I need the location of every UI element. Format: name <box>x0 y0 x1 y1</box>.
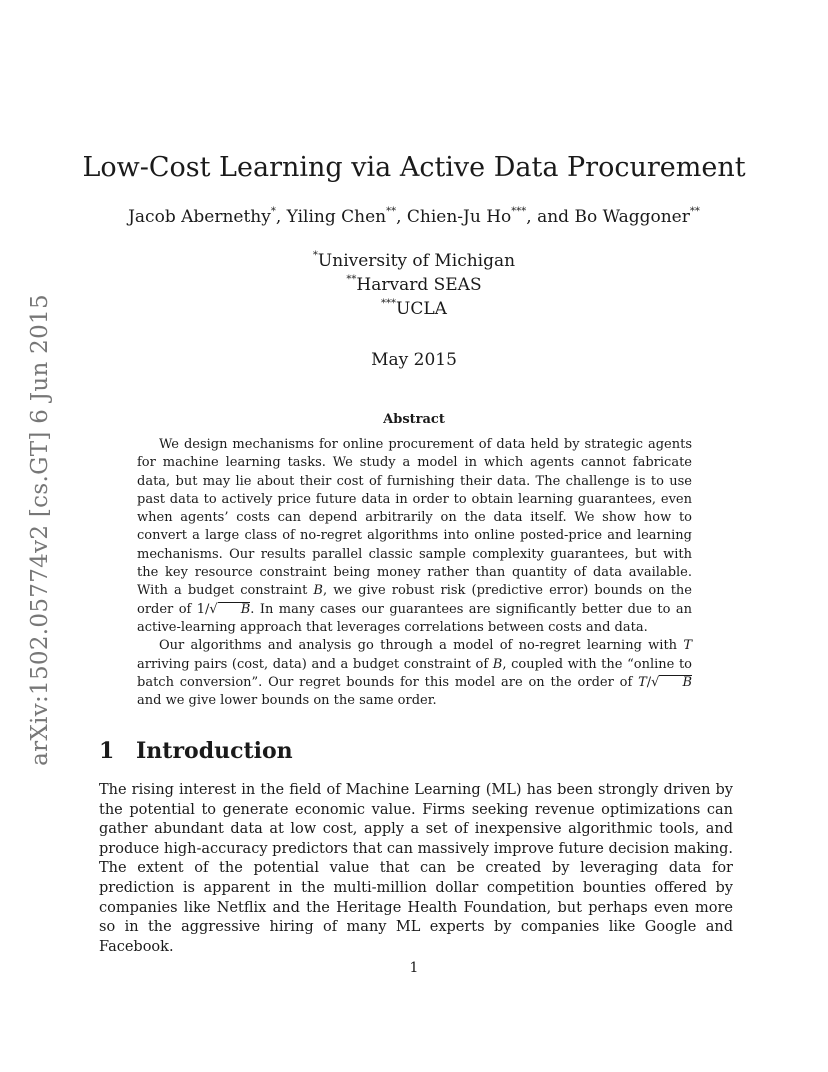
author-separator: , <box>396 207 407 227</box>
math-variable: B <box>659 675 692 689</box>
page-number: 1 <box>409 960 419 976</box>
affiliation <box>0 299 828 319</box>
affiliation-mark: *** <box>381 298 397 309</box>
affiliation <box>0 251 828 271</box>
section-number: 1 <box>99 738 115 764</box>
affiliation-name: University of Michigan <box>317 251 516 271</box>
abstract-paragraph <box>137 436 692 637</box>
abstract-text: arriving pairs (cost, data) and a budget constraint of <box>137 656 493 672</box>
math-variable: B <box>313 583 323 599</box>
intro-paragraph: The rising interest in the field of Machine Learning (ML) has been strongly driven by the potential to generate economic value. Firms seeking revenue optimizations can gather abundant data at low cost, apply a set of inexpensive algorithmic tools, and produce high-accuracy predictors that can massively improve future decision making. The extent of the potential value that can be created by leveraging data for prediction is apparent in the multi-million dollar competition bounties offered by companies like Netflix and the Heritage Health Foundation, but perhaps even more so in the aggressive hiring of many ML experts by companies like Google and Facebook. <box>99 782 733 955</box>
sqrt-symbol: √ <box>651 674 660 690</box>
affiliation-name: Harvard SEAS <box>356 275 482 295</box>
intro-body <box>99 781 733 957</box>
math-variable: T <box>683 638 692 654</box>
author-separator: , <box>275 207 287 227</box>
author-mark: ** <box>386 206 397 217</box>
author-name: Chien-Ju Ho <box>406 207 512 227</box>
math-variable: B <box>218 602 251 616</box>
author-name: Yiling Chen <box>286 207 387 227</box>
abstract-text: , we give robust risk (predictive error) bounds on the order of 1/ <box>137 583 692 617</box>
abstract-heading: Abstract <box>383 412 445 427</box>
abstract-text: Our algorithms and analysis go through a model of no-regret learning with <box>159 638 684 654</box>
math-variable: B <box>492 656 503 672</box>
affiliation-name: UCLA <box>396 299 447 319</box>
abstract-text: . In many cases our guarantees are significantly better due to an active-learning approach that leverages correlations between costs and data. <box>137 601 693 635</box>
abstract-text: and we give lower bounds on the same order. <box>137 693 437 709</box>
author-separator: , and <box>526 207 575 227</box>
affiliation <box>0 275 828 295</box>
author-mark: *** <box>511 206 527 217</box>
affiliation-mark: * <box>312 250 318 261</box>
abstract-paragraph <box>137 637 692 710</box>
abstract-body <box>137 436 692 710</box>
sqrt-symbol: √ <box>209 601 218 617</box>
abstract-text: , coupled with the “online to batch conversion”. Our regret bounds for this model are on the order of <box>137 656 692 690</box>
paper-date: May 2015 <box>371 350 457 370</box>
paper-title: Low-Cost Learning via Active Data Procurement <box>82 152 746 183</box>
section-title: Introduction <box>136 738 293 764</box>
math-operator: / <box>646 674 652 690</box>
abstract-text: We design mechanisms for online procurement of data held by strategic agents for machine learning tasks. We study a model in which agents cannot fabricate data, but may lie about their cost of furnishing their data. The challenge is to use past data to actively price future data in order to obtain learning guarantees, even when agents’ costs can depend arbitrarily on the data itself. We show how to convert a large class of no-regret algorithms into online posted-price and learning mechanisms. Our results parallel classic sample complexity guarantees, but with the key resource constraint being money rather than quantity of data available. With a budget constraint <box>137 437 692 599</box>
author-mark: * <box>270 206 276 217</box>
author-list <box>0 207 828 227</box>
author-mark: ** <box>689 206 700 217</box>
author-name: Bo Waggoner <box>574 207 690 227</box>
section-heading <box>99 738 293 764</box>
arxiv-side-label: arXiv:1502.05774v2 [cs.GT] 6 Jun 2015 <box>27 294 53 766</box>
affiliation-mark: ** <box>346 274 357 285</box>
author-name: Jacob Abernethy <box>128 207 271 227</box>
math-variable: T <box>638 674 647 690</box>
